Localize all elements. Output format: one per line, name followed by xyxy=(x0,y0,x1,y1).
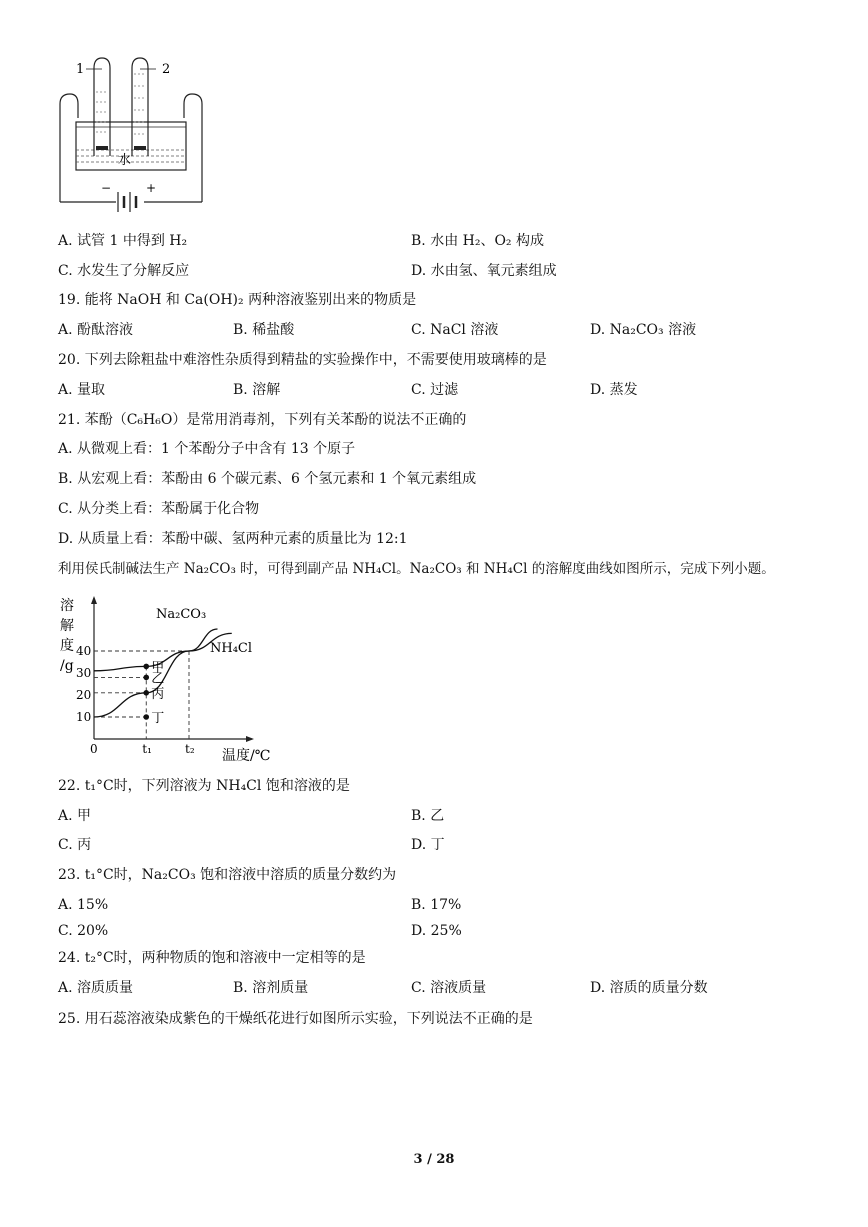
q18-option-b[interactable]: B. 水由 H₂、O₂ 构成 xyxy=(411,233,544,249)
q20-option-b[interactable]: B. 溶解 xyxy=(233,382,281,398)
point-label: 乙 xyxy=(151,671,165,687)
tube-1-label: 1 xyxy=(76,62,85,77)
data-point xyxy=(143,664,149,670)
q21-stem: 21. 苯酚（C₆H₆O）是常用消毒剂，下列有关苯酚的说法不正确的 xyxy=(58,412,467,428)
data-point xyxy=(143,690,149,696)
point-label: 甲 xyxy=(151,660,165,676)
q20-option-c[interactable]: C. 过滤 xyxy=(411,382,459,398)
point-label: 丙 xyxy=(151,686,165,702)
y-axis-label-char: 溶 xyxy=(60,598,74,614)
solubility-chart xyxy=(52,592,282,767)
q23-stem: 23. t₁°C时，Na₂CO₃ 饱和溶液中溶质的质量分数约为 xyxy=(58,867,397,883)
series-label-nh4cl: NH₄Cl xyxy=(210,641,253,656)
q21-option-d[interactable]: D. 从质量上看：苯酚中碳、氢两种元素的质量比为 12:1 xyxy=(58,531,408,547)
q18-option-d[interactable]: D. 水由氢、氧元素组成 xyxy=(411,263,557,279)
x-axis-label: 温度/℃ xyxy=(222,748,271,764)
page-number: 3 / 28 xyxy=(413,1152,455,1167)
water-label: 水 xyxy=(118,153,132,168)
q18-option-c[interactable]: C. 水发生了分解反应 xyxy=(58,263,190,279)
q22-stem: 22. t₁°C时，下列溶液为 NH₄Cl 饱和溶液的是 xyxy=(58,778,350,794)
q22-option-b[interactable]: B. 乙 xyxy=(411,808,445,824)
q20-option-d[interactable]: D. 蒸发 xyxy=(590,382,638,398)
x-axis-arrow xyxy=(246,736,254,742)
y-tick-label: 20 xyxy=(76,688,92,702)
q24-option-c[interactable]: C. 溶液质量 xyxy=(411,980,487,996)
q19-stem: 19. 能将 NaOH 和 Ca(OH)₂ 两种溶液鉴别出来的物质是 xyxy=(58,292,417,308)
q21-option-c[interactable]: C. 从分类上看：苯酚属于化合物 xyxy=(58,501,260,517)
q23-option-b[interactable]: B. 17% xyxy=(411,897,462,913)
x-tick-label: 0 xyxy=(90,742,98,756)
q21-option-a[interactable]: A. 从微观上看：1 个苯酚分子中含有 13 个原子 xyxy=(58,441,356,457)
q24-option-b[interactable]: B. 溶剂质量 xyxy=(233,980,309,996)
q20-stem: 20. 下列去除粗盐中难溶性杂质得到精盐的实验操作中，不需要使用玻璃棒的是 xyxy=(58,352,547,368)
negative-sign: − xyxy=(101,181,112,195)
tube-2-label: 2 xyxy=(162,62,171,77)
electrolysis-figure xyxy=(56,52,206,222)
point-label: 丁 xyxy=(151,711,165,726)
x-tick-label: t₁ xyxy=(142,742,152,756)
q22-option-a[interactable]: A. 甲 xyxy=(58,808,92,824)
positive-sign: + xyxy=(146,181,157,195)
q19-option-a[interactable]: A. 酚酞溶液 xyxy=(58,322,134,338)
y-axis-arrow xyxy=(91,596,97,604)
chart-intro-text: 利用侯氏制碱法生产 Na₂CO₃ 时，可得到副产品 NH₄Cl。Na₂CO₃ 和 NH₄Cl 的溶解度曲线如图所示，完成下列小题。 xyxy=(58,561,775,577)
series-label-na2co3: Na₂CO₃ xyxy=(156,607,207,622)
x-tick-label: t₂ xyxy=(185,742,195,756)
y-axis-label-char: 度 xyxy=(60,638,74,654)
y-tick-label: 10 xyxy=(76,710,92,724)
q18-option-a[interactable]: A. 试管 1 中得到 H₂ xyxy=(58,233,188,249)
q21-option-b[interactable]: B. 从宏观上看：苯酚由 6 个碳元素、6 个氢元素和 1 个氧元素组成 xyxy=(58,471,477,487)
q25-stem: 25. 用石蕊溶液染成紫色的干燥纸花进行如图所示实验，下列说法不正确的是 xyxy=(58,1011,533,1027)
y-tick-label: 30 xyxy=(76,666,92,680)
q20-option-a[interactable]: A. 量取 xyxy=(58,382,106,398)
y-tick-label: 40 xyxy=(76,644,92,658)
y-axis-label-char: /g xyxy=(60,658,74,674)
data-point xyxy=(143,675,149,681)
q19-option-c[interactable]: C. NaCl 溶液 xyxy=(411,322,499,338)
y-axis-label-char: 解 xyxy=(60,618,74,634)
q24-stem: 24. t₂°C时，两种物质的饱和溶液中一定相等的是 xyxy=(58,950,366,966)
q19-option-d[interactable]: D. Na₂CO₃ 溶液 xyxy=(590,322,697,338)
q19-option-b[interactable]: B. 稀盐酸 xyxy=(233,322,295,338)
q24-option-d[interactable]: D. 溶质的质量分数 xyxy=(590,980,708,996)
data-point xyxy=(143,714,149,720)
q23-option-d[interactable]: D. 25% xyxy=(411,923,462,939)
q24-option-a[interactable]: A. 溶质质量 xyxy=(58,980,134,996)
q22-option-d[interactable]: D. 丁 xyxy=(411,837,445,853)
q23-option-a[interactable]: A. 15% xyxy=(58,897,109,913)
q22-option-c[interactable]: C. 丙 xyxy=(58,837,92,853)
q23-option-c[interactable]: C. 20% xyxy=(58,923,109,939)
